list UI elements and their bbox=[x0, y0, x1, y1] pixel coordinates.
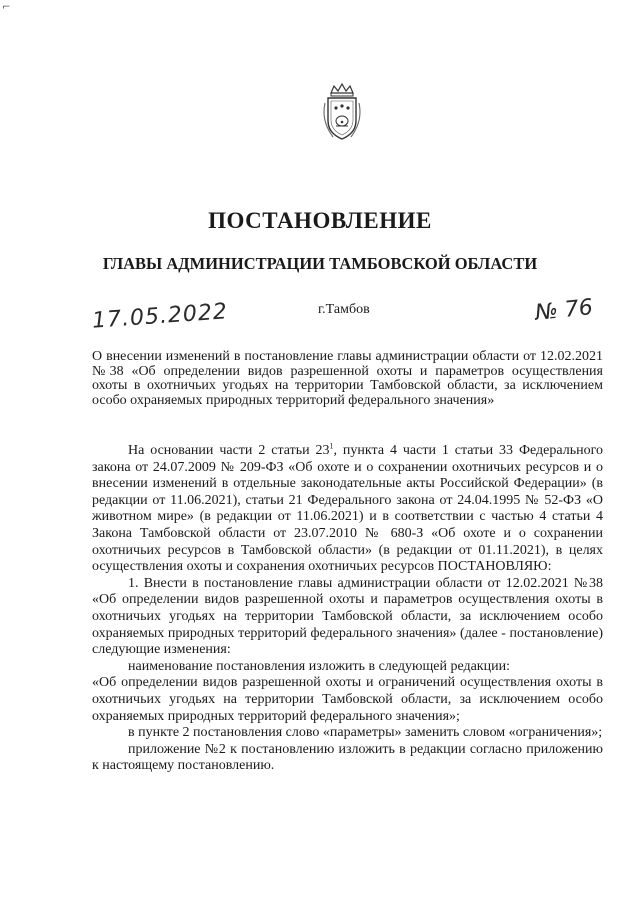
tambov-coat-of-arms-icon bbox=[319, 83, 365, 141]
handwritten-number: № 76 bbox=[533, 295, 595, 326]
paragraph-item-1: 1. Внести в постановление главы администрации области от 12.02.2021 №38 «Об определении видов разрешенной охоты и параметров осуществления охоты в охотничьих угодьях на территории Тамбовской области, за исключением особо охраняемых природных территорий федерального значения» (далее - постановление) следующие изменения: bbox=[92, 575, 603, 658]
paragraph-basis bbox=[92, 443, 603, 576]
scan-corner-mark: ⌐ bbox=[2, 2, 11, 13]
document-body bbox=[92, 443, 603, 775]
document-subtitle: ГЛАВЫ АДМИНИСТРАЦИИ ТАМБОВСКОЙ ОБЛАСТИ bbox=[102, 254, 538, 273]
paragraph-new-title: «Об определении видов разрешенной охоты и ограничений осуществления охоты в охотничьих угодьях на территории Тамбовской области, за исключением особо охраняемых природных территорий федерального значения»; bbox=[92, 675, 603, 724]
superscript: 1 bbox=[329, 441, 334, 451]
paragraph-basis-rest: , пункта 4 части 1 статьи 33 Федерального закона от 24.07.2009 № 209-ФЗ «Об охоте и о сохранении охотничьих ресурсов и о внесении изменений в отдельные законодательные акты Российской Федерации» (в редакции от 11.06.2021), статьи 21 Федерального закона от 24.04.1995 № 52-ФЗ «О животном мире» (в редакции от 11.06.2021) и в соответствии с частью 4 статьи 4 Закона Тамбовской области от 23.07.2010 № 680-З «Об охоте и о сохранении охотничьих ресурсов в Тамбовской области» (в редакции от 01.11.2021), в целях осуществления охоты и сохранения охотничьих ресурсов ПОСТАНОВЛЯЮ: bbox=[92, 443, 603, 575]
paragraph-basis-start: На основании части 2 статьи 23 bbox=[128, 443, 330, 458]
paragraph-rename: наименование постановления изложить в следующей редакции: bbox=[128, 658, 510, 674]
city-label: г.Тамбов bbox=[318, 302, 370, 317]
paragraph-replace-word: в пункте 2 постановления слово «параметры» заменить словом «ограничения»; bbox=[128, 725, 603, 741]
document-subject: О внесении изменений в постановление главы администрации области от 12.02.2021 №38 «Об определении видов разрешенной охоты и параметров осуществления охоты в охотничьих угодьях на территории Тамбовской области, за исключением особо охраняемых природных территорий федерального значения» bbox=[92, 349, 603, 408]
document-title: ПОСТАНОВЛЕНИЕ bbox=[208, 208, 432, 233]
paragraph-appendix: приложение №2 к постановлению изложить в редакции согласно приложению к настоящему постановлению. bbox=[92, 741, 603, 774]
handwritten-date: 17.05.2022 bbox=[91, 299, 229, 334]
